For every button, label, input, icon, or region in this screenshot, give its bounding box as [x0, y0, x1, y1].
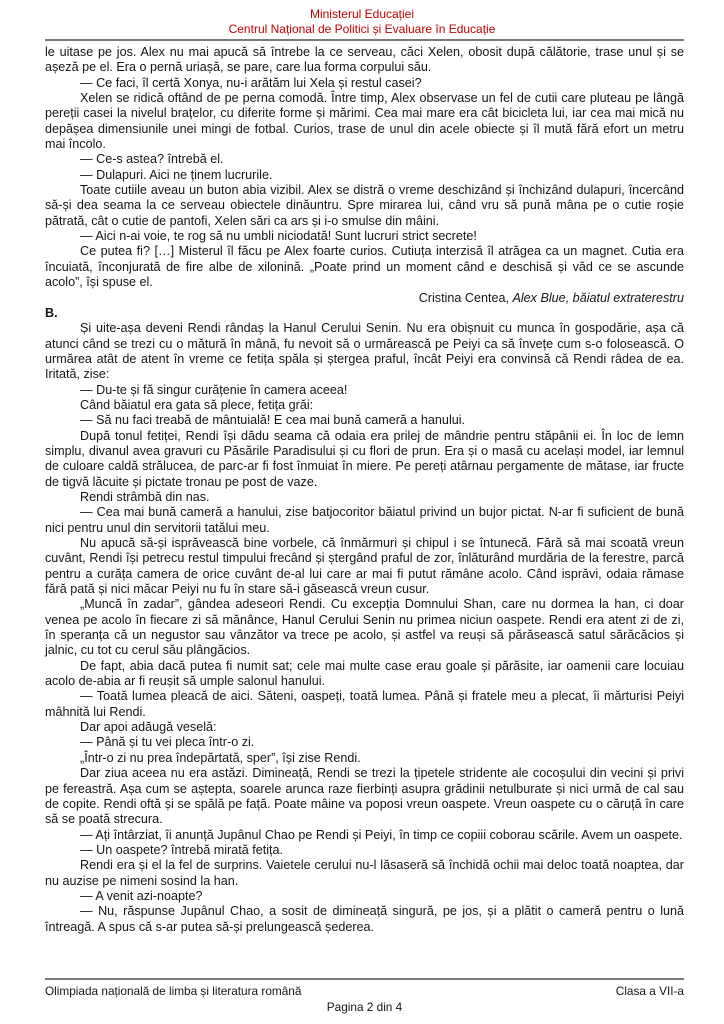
paragraph-b: Dar apoi adăugă veselă:: [80, 720, 217, 735]
footer-divider: [45, 978, 684, 980]
header-divider: [45, 39, 684, 41]
paragraph-a-dialogue: — Dulapuri. Aici ne ținem lucrurile.: [80, 167, 273, 182]
paragraph-b-dialogue: — Nu, răspunse Jupânul Chao, a sosit de dimineață singură, pe jos, și a plătit o cameră pentru o lună întreagă. A spus că s-ar putea să-și prelungească șederea.: [45, 904, 684, 934]
page-header: [0, 0, 724, 36]
paragraph-a-dialogue: — Ce-s astea? întrebă el.: [80, 152, 224, 167]
paragraph-a: Xelen se ridică oftând de pe perna comodă. Între timp, Alex observase un fel de cutii care pluteau pe lângă pereții casei la nivelul brațelor, cu diferite forme și mărimi. Cea mai mare era cât bicicleta lui, iar cea mai mică nu depășea dimensiunile unei mingi de fotbal. Curios, trase de unul din acele obiecte și îl mută fără efort un metru mai încolo.: [45, 91, 684, 152]
text-a-attribution: [45, 291, 684, 306]
paragraph-b-dialogue: — Un oaspete? întrebă mirată fetița.: [80, 842, 284, 857]
section-b-label: B.: [45, 305, 58, 320]
paragraph-a: Ce putea fi? […] Misterul îl făcu pe Alex foarte curios. Cutiuța interzisă îl atrăgea ca un magnet. Cutia era încuiată, înconjurată de fire albe de xilonină. „Poate prind un moment când e deschisă și văd ce se ascunde acolo”, își spuse el.: [45, 244, 684, 290]
paragraph-b-dialogue: — Du-te și fă singur curățenie în camera aceea!: [80, 382, 348, 397]
page-footer: [45, 978, 684, 1014]
paragraph-b: Când băiatul era gata să plece, fetița grăi:: [80, 397, 314, 412]
paragraph-a-continuation: le uitase pe jos. Alex nu mai apucă să întrebe la ce serveau, căci Xelen, obosit după călătorie, trase unul și se așeză pe el. Era o pernă uriașă, se pare, care lua forma corpului său.: [45, 45, 684, 75]
footer-exam-title: Olimpiada națională de limba și literatura română: [45, 984, 302, 998]
paragraph-b: De fapt, abia dacă putea fi numit sat; cele mai multe case erau goale și părăsite, iar oamenii care locuiau acolo de-abia ar fi reușit să umple salonul hanului.: [45, 658, 684, 689]
paragraph-b-dialogue: — Să nu faci treabă de mântuială! E cea mai bună cameră a hanului.: [80, 413, 466, 428]
page-number: Pagina 2 din 4: [326, 1000, 403, 1014]
paragraph-b: „Muncă în zadar”, gândea adeseori Rendi. Cu excepția Domnului Shan, care nu dormea la han, ci doar venea pe acolo în fiecare zi să mănânce, Hanul Cerului Senin nu primea niciun oaspete. Rendi era atent zi de zi, în speranța că un negustor sau vânzător va trece pe acolo, și astfel va reuși să părăsească satul sărăcăcios și jalnic, cu tot cu cerul său plângăcios.: [45, 597, 684, 658]
paragraph-b-dialogue: — Ați întârziat, îi anunță Jupânul Chao pe Rendi și Peiyi, în timp ce copiii coborau scările. Avem un oaspete.: [80, 827, 683, 842]
paragraph-b: După tonul fetiței, Rendi își dădu seama că odaia era prilej de mândrie pentru stăpânii ei. În loc de lemn simplu, divanul avea gravuri cu Păsările Paradisului și cu flori de prun. Era și o masă cu același model, iar lemnul de culoare caldă strălucea, de parc-ar fi fost înmuiat în miere. Pe pereți atârnau pergamente de mătase, iar fructe de tigvă lăcuite și pictate tronau pe post de vaze.: [45, 428, 684, 489]
attribution-author: Cristina Centea,: [418, 290, 513, 305]
paragraph-b: Nu apucă să-și isprăvească bine vorbele, că înmărmuri și chipul i se întunecă. Fără să mai scoată vreun cuvânt, Rendi își petrecu restul timpului frecând și ștergând praful de zor, înlăturând murdăria de la ferestre, parcă pentru a curăța camera de orice cuvânt de-al lui care ar mai fi putut rămâne acolo. Când isprăvi, odaia rămase fără pată și nici măcar Peiyi nu fu în stare să-i găsească vreun cusur.: [45, 536, 684, 597]
footer-grade-level: Clasa a VII-a: [615, 984, 684, 998]
paragraph-b: „Într-o zi nu prea îndepărtată, sper”, își zise Rendi.: [80, 750, 361, 765]
paragraph-b: Și uite-așa deveni Rendi rândaș la Hanul Cerului Senin. Nu era obișnuit cu munca în gospodărie, așa că atunci când se trezi cu o mătură în mână, fu nevoit să o urmărească pe Peiyi ca să învețe cum s-o folosească. O urmărea atât de atent în vreme ce fetița spăla și ștergea praful, încât Peiyi era convinsă că Rendi râdea de ea. Iritată, zise:: [45, 321, 684, 382]
paragraph-a-dialogue: — Aici n-ai voie, te rog să nu umbli niciodată! Sunt lucruri strict secrete!: [80, 229, 477, 244]
paragraph-b-dialogue: — Toată lumea pleacă de aici. Săteni, oaspeți, toată lumea. Până și fratele meu a plecat, îi mărturisi Peiyi mâhnită lui Rendi.: [45, 689, 684, 719]
paragraph-a-dialogue: — Ce faci, îl certă Xonya, nu-i arătăm lui Xela și restul casei?: [80, 75, 422, 90]
paragraph-b-dialogue: — A venit azi-noapte?: [80, 888, 203, 903]
header-line-2: Centrul Național de Politici și Evaluare în Educație: [228, 21, 496, 36]
paragraph-b: Rendi era și el la fel de surprins. Vaietele cerului nu-l lăsaseră să închidă ochii mai deloc toată noaptea, dar nu auzise pe nimeni sosind la han.: [45, 858, 684, 888]
paragraph-b: Rendi strâmbă din nas.: [80, 489, 210, 504]
paragraph-b-dialogue: — Cea mai bună cameră a hanului, zise batjocoritor băiatul privind un bujor pictat. N-ar fi suficient de bună nici pentru unul din servitorii tatălui meu.: [45, 505, 684, 535]
header-line-1: Ministerul Educației: [309, 7, 415, 21]
attribution-work-title: Alex Blue, băiatul extraterestru: [512, 290, 684, 305]
paragraph-b-dialogue: — Până și tu vei pleca într-o zi.: [80, 735, 255, 750]
document-body: [45, 45, 684, 935]
paragraph-a: Toate cutiile aveau un buton abia vizibil. Alex se distră o vreme deschizând și închizând dulapuri, încercând să-și dea seama la ce serveau obiectele dinăuntru. Spre mirarea lui, când vru să pună mâna pe o cutie roșie pătrată, cât o cutie de pantofi, Xelen sări ca ars și i-o smulse din mâini.: [45, 183, 684, 228]
paragraph-b: Dar ziua aceea nu era astăzi. Dimineață, Rendi se trezi la țipetele stridente ale cocoșului din vecini și privi pe fereastră. Așa cum se aștepta, soarele arunca raze fierbinți asupra grădinii netulburate și nici urmă de cal sau de copite. Rendi oftă și se spălă pe față. Poate mâine va poposi vreun oaspete. Vreun oaspete cu o căruță în care să se poată strecura.: [45, 766, 684, 827]
